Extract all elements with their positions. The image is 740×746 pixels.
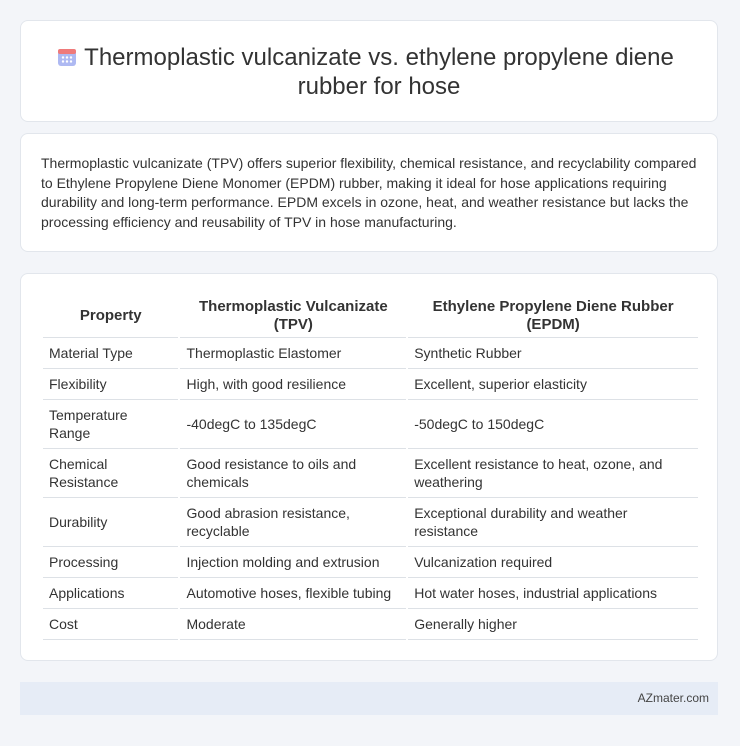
comparison-table-card xyxy=(20,273,718,661)
footer-bar xyxy=(20,682,718,715)
cell-epdm: Excellent, superior elasticity xyxy=(407,369,698,400)
cell-epdm: Hot water hoses, industrial applications xyxy=(407,578,698,609)
cell-property: Temperature Range xyxy=(43,400,179,449)
header-property: Property xyxy=(43,296,179,338)
cell-tpv: High, with good resilience xyxy=(179,369,407,400)
cell-epdm: Vulcanization required xyxy=(407,547,698,578)
cell-tpv: Good resistance to oils and chemicals xyxy=(179,449,407,498)
cell-property: Processing xyxy=(43,547,179,578)
cell-tpv: -40degC to 135degC xyxy=(179,400,407,449)
header-epdm: Ethylene Propylene Diene Rubber (EPDM) xyxy=(407,296,698,338)
table-header-row xyxy=(43,296,698,338)
cell-epdm: Synthetic Rubber xyxy=(407,338,698,369)
table-row xyxy=(43,400,698,449)
table-row xyxy=(43,449,698,498)
cell-epdm: Excellent resistance to heat, ozone, and weathering xyxy=(407,449,698,498)
table-row xyxy=(43,338,698,369)
page-title-text: Thermoplastic vulcanizate vs. ethylene propylene diene rubber for hose xyxy=(84,44,674,100)
table-row xyxy=(43,369,698,400)
table-row xyxy=(43,498,698,547)
cell-tpv: Thermoplastic Elastomer xyxy=(179,338,407,369)
cell-tpv: Good abrasion resistance, recyclable xyxy=(179,498,407,547)
cell-epdm: -50degC to 150degC xyxy=(407,400,698,449)
cell-tpv: Injection molding and extrusion xyxy=(179,547,407,578)
title-card xyxy=(20,20,718,122)
cell-property: Applications xyxy=(43,578,179,609)
table-row xyxy=(43,609,698,640)
cell-epdm: Exceptional durability and weather resistance xyxy=(407,498,698,547)
cell-tpv: Automotive hoses, flexible tubing xyxy=(179,578,407,609)
cell-tpv: Moderate xyxy=(179,609,407,640)
table-row xyxy=(43,547,698,578)
cell-epdm: Generally higher xyxy=(407,609,698,640)
summary-text: Thermoplastic vulcanizate (TPV) offers superior flexibility, chemical resistance, and recyclability compared to Ethylene Propylene Diene Monomer (EPDM) rubber, making it ideal for hose applications requiring durability and long-term performance. EPDM excels in ozone, heat, and weather resistance but lacks the processing efficiency and reusability of TPV in hose manufacturing. xyxy=(41,155,697,230)
cell-property: Flexibility xyxy=(43,369,179,400)
header-tpv: Thermoplastic Vulcanizate (TPV) xyxy=(179,296,407,338)
cell-property: Material Type xyxy=(43,338,179,369)
cell-property: Durability xyxy=(43,498,179,547)
cell-property: Cost xyxy=(43,609,179,640)
summary-card xyxy=(20,133,718,252)
cell-property: Chemical Resistance xyxy=(43,449,179,498)
table-row xyxy=(43,578,698,609)
footer-brand[interactable]: AZmater.com xyxy=(637,691,709,705)
page-title xyxy=(21,43,717,101)
comparison-table xyxy=(43,296,698,640)
